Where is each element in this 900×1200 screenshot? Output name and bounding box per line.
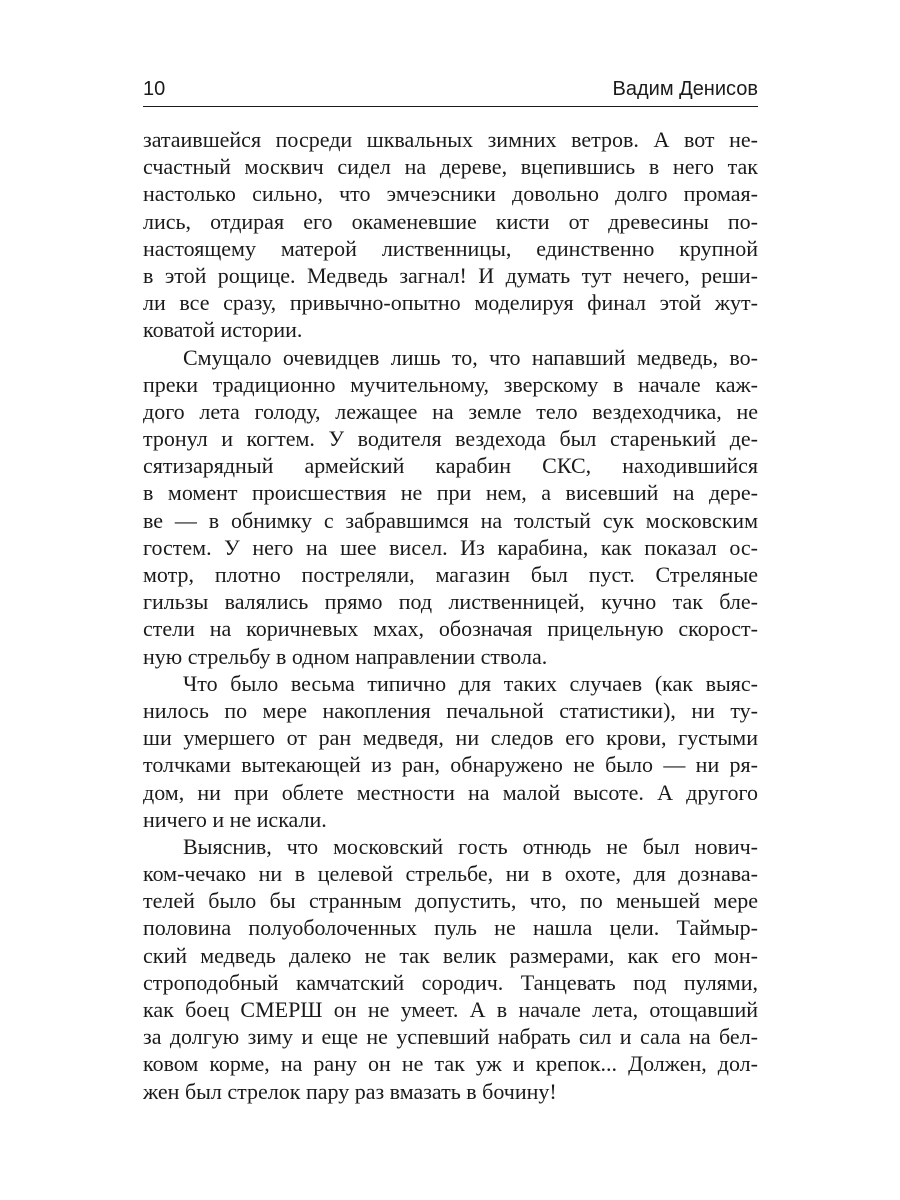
body-text [143,126,758,1105]
text-line: телей было бы странным допустить, что, по меньшей мере [143,888,758,914]
text-line: половина полуоболоченных пуль не нашла цели. Таймыр- [143,915,758,941]
text-line: мотр, плотно постреляли, магазин был пуст. Стреляные [143,562,758,587]
text-line: ский медведь далеко не так велик размерами, как его мон- [143,942,758,968]
text-line: ли все сразу, привычно-опытно моделируя финал этой жут- [143,290,758,316]
text-line: толчками вытекающей из ран, обнаружено не было — ни ря- [143,752,758,778]
text-line: гильзы валялись прямо под лиственницей, кучно так бле- [143,589,758,615]
text-line: счастный москвич сидел на дереве, вцепившись в него так [143,154,758,180]
text-line: ную стрельбу в одном направлении ствола. [143,643,548,669]
text-line: в этой рощице. Медведь загнал! И думать тут нечего, реши- [143,262,758,288]
text-line: преки традиционно мучительному, зверскому в начале каж- [143,371,758,397]
text-line: ничего и не искали. [143,806,327,832]
text-line: стели на коричневых мхах, обозначая прицельную скорост- [143,616,758,642]
page-number: 10 [143,78,166,100]
text-line: дого лета голоду, лежащее на земле тело вездеходчика, не [143,398,758,424]
text-line: ковом корме, на рану он не так уж и крепок... Должен, дол- [143,1051,758,1077]
author-name: Вадим Денисов [612,78,758,100]
running-header [143,72,758,107]
text-line: ком-чечако ни в целевой стрельбе, ни в охоте, для дознава- [143,861,758,887]
text-line: строподобный камчатский сородич. Танцевать под пулями, [143,969,758,995]
text-line: за долгую зиму и еще не успевший набрать сил и сала на бел- [143,1024,758,1050]
text-line: в момент происшествия не при нем, а висевший на дере- [143,480,758,506]
text-line: дом, ни при облете местности на малой высоте. А другого [143,779,758,805]
paragraph [143,344,758,670]
text-line: настолько сильно, что эмчеэсники довольно долго промая- [143,181,758,207]
text-line: сятизарядный армейский карабин СКС, находившийся [143,453,758,479]
text-line: Что было весьма типично для таких случаев (как выяс- [183,670,758,696]
text-line: лись, отдирая его окаменевшие кисти от древесины по- [143,208,758,234]
text-line: гостем. У него на шее висел. Из карабина, как показал ос- [143,534,758,560]
text-line: затаившейся посреди шквальных зимних ветров. А вот не- [143,127,758,152]
text-line: Смущало очевидцев лишь то, что напавший медведь, во- [183,344,758,370]
text-line: настоящему матерой лиственницы, единственно крупной [143,235,758,261]
text-line: Выяснив, что московский гость отнюдь не был нович- [183,833,758,859]
paragraph [143,126,758,344]
text-line: нилось по мере накопления печальной статистики), ни ту- [143,697,758,723]
paragraph [143,670,758,833]
text-line: тронул и когтем. У водителя вездехода был старенький де- [143,426,758,452]
text-line: ши умершего от ран медведя, ни следов его крови, густыми [143,725,758,751]
text-line: коватой истории. [143,317,303,343]
text-line: жен был стрелок пару раз вмазать в бочину! [143,1078,557,1104]
text-line: ве — в обнимку с забравшимся на толстый сук московским [143,507,758,533]
text-line: как боец СМЕРШ он не умеет. А в начале лета, отощавший [143,997,758,1022]
paragraph [143,833,758,1105]
